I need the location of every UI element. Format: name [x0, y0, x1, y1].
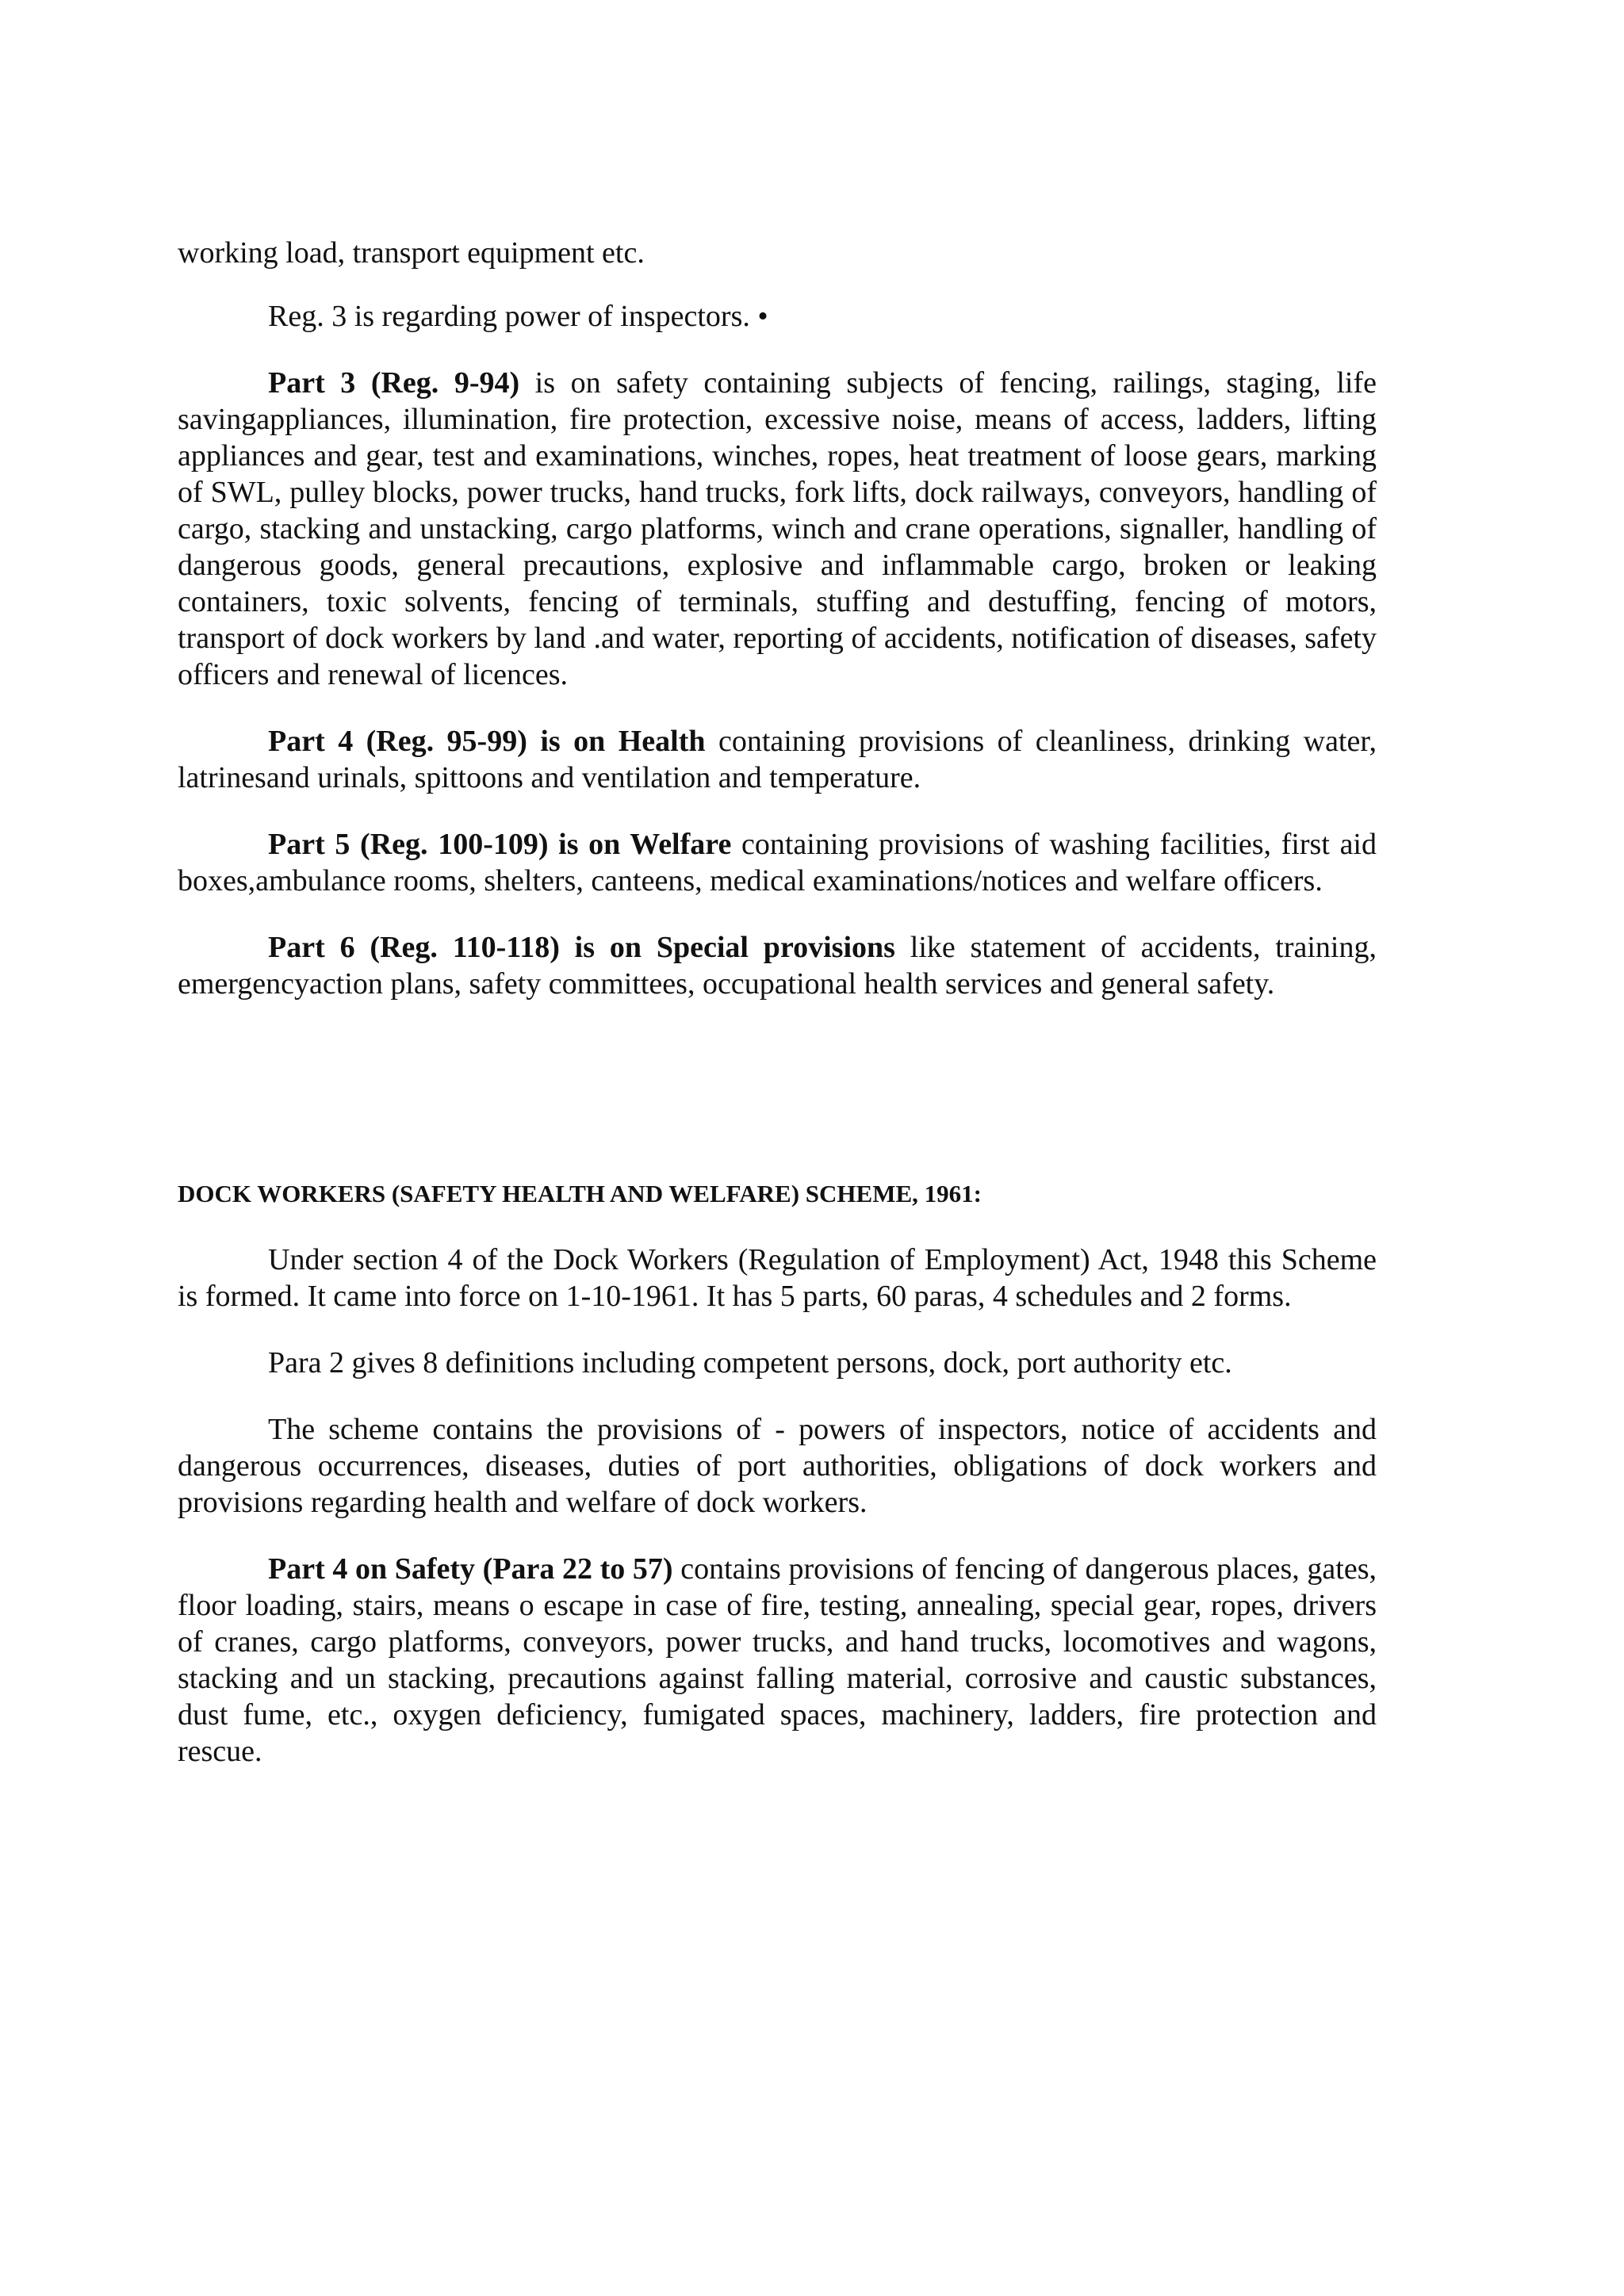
- document-page: [178, 235, 1377, 1800]
- part5-bold-label: Part 5 (Reg. 100-109) is on Welfare: [268, 828, 732, 861]
- paragraph-scheme-intro: Under section 4 of the Dock Workers (Regulation of Employment) Act, 1948 this Scheme is formed. It came into force on 1-10-1961. It has 5 parts, 60 paras, 4 schedules and 2 forms.: [178, 1243, 1377, 1313]
- paragraph-scheme-provisions: The scheme contains the provisions of - powers of inspectors, notice of accidents and dangerous occurrences, diseases, duties of port authorities, obligations of dock workers and provisions regarding health and welfare of dock workers.: [178, 1413, 1377, 1519]
- part3-bold-label: Part 3 (Reg. 9-94): [268, 366, 520, 400]
- paragraph-continuation: working load, transport equipment etc.: [178, 236, 645, 270]
- part4-safety-text: contains provisions of fencing of dangerous places, gates, floor loading, stairs, means o escape in case of fire, testing, annealing, special gear, ropes, drivers of cranes, cargo platforms, conveyors, power trucks, and hand trucks, locomotives and wagons, stacking and un stacking, precautions against falling material, corrosive and caustic substances, dust fume, etc., oxygen deficiency, fumigated spaces, machinery, ladders, fire protection and rescue.: [178, 1552, 1377, 1768]
- part4-text: containing provisions of cleanliness, drinking water, latrinesand urinals, spittoons and ventilation and temperature.: [178, 725, 1377, 794]
- part4-safety-bold-label: Part 4 on Safety (Para 22 to 57): [268, 1552, 673, 1586]
- paragraph-part3: [178, 365, 1377, 693]
- paragraph-part4-health: [178, 723, 1377, 796]
- part4-bold-label: Part 4 (Reg. 95-99) is on Health: [268, 725, 706, 758]
- part6-bold-label: Part 6 (Reg. 110-118) is on Special provisions: [268, 931, 895, 964]
- section-heading: DOCK WORKERS (SAFETY HEALTH AND WELFARE) SCHEME, 1961:: [178, 1180, 982, 1207]
- paragraph-part4-safety: [178, 1551, 1377, 1770]
- paragraph-definitions: Para 2 gives 8 definitions including competent persons, dock, port authority etc.: [268, 1346, 1232, 1380]
- part3-text: is on safety containing subjects of fencing, railings, staging, life savingappliances, illumination, fire protection, excessive noise, means of access, ladders, lifting appliances and gear, test and examinations, winches, ropes, heat treatment of loose gears, marking of SWL, pulley blocks, power trucks, hand trucks, fork lifts, dock railways, conveyors, handling of cargo, stacking and unstacking, cargo platforms, winch and crane operations, signaller, handling of dangerous goods, general precautions, explosive and inflammable cargo, broken or leaking containers, toxic solvents, fencing of terminals, stuffing and destuffing, fencing of motors, transport of dock workers by land .and water, reporting of accidents, notification of diseases, safety officers and renewal of licences.: [178, 366, 1377, 691]
- paragraph-reg3: Reg. 3 is regarding power of inspectors. •: [268, 300, 768, 333]
- part6-text: like statement of accidents, training, emergencyaction plans, safety committees, occupational health services and general safety.: [178, 931, 1377, 1001]
- paragraph-part5-welfare: [178, 826, 1377, 899]
- paragraph-part6-special: [178, 929, 1377, 1002]
- part5-text: containing provisions of washing facilities, first aid boxes,ambulance rooms, shelters, canteens, medical examinations/notices and welfare officers.: [178, 828, 1377, 897]
